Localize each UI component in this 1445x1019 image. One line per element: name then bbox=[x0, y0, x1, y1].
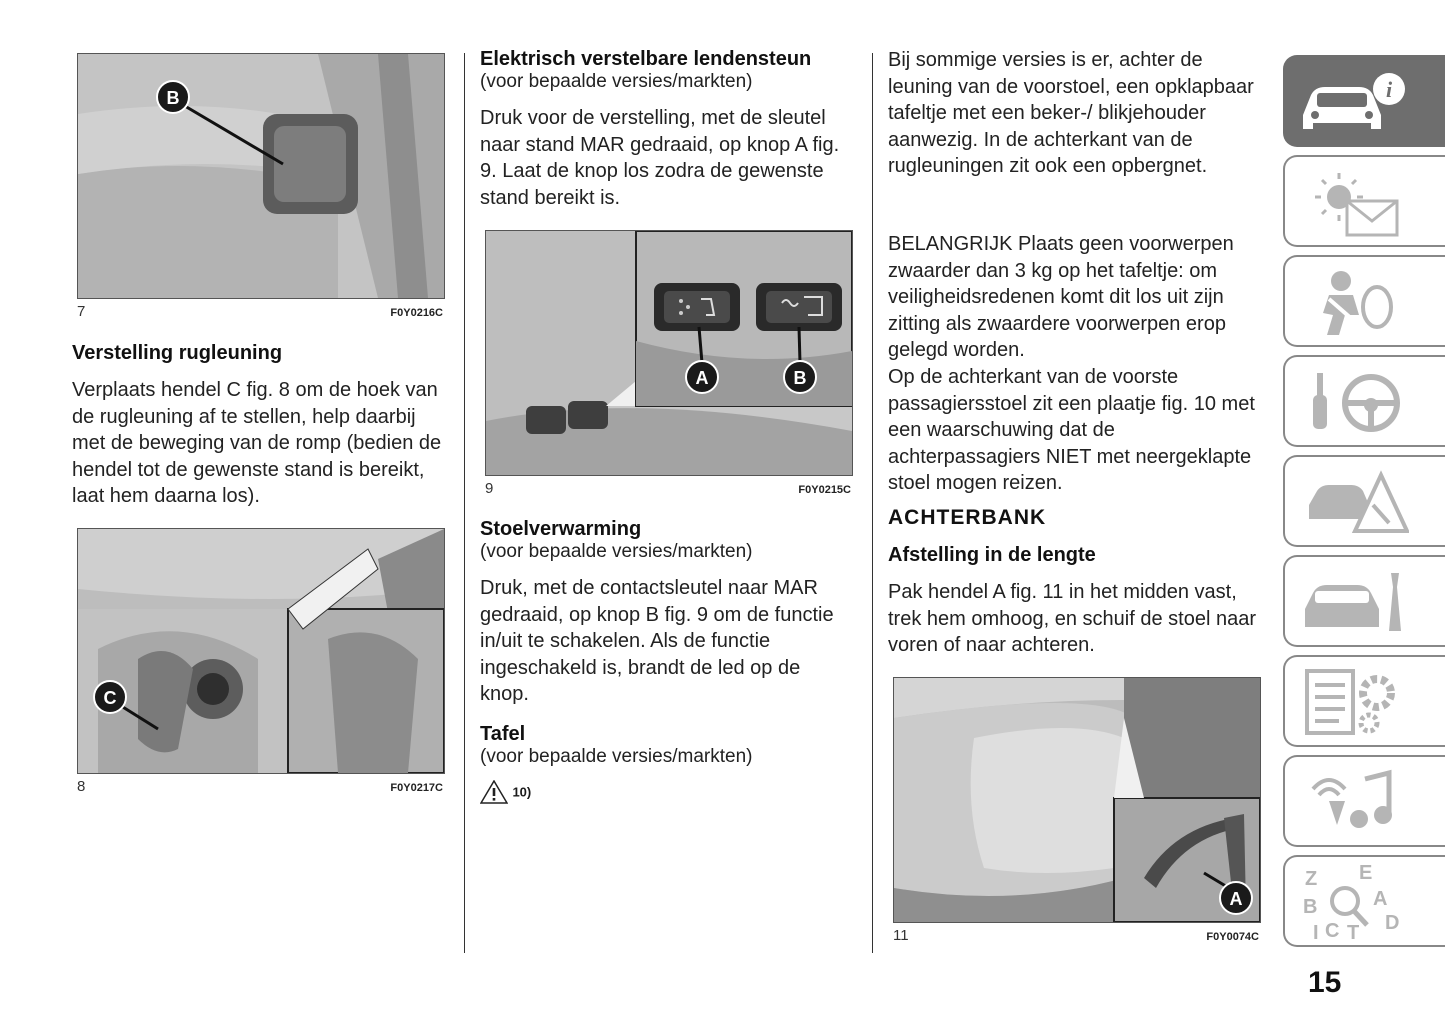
figure-9 bbox=[485, 230, 853, 476]
figure-11-code: F0Y0074C bbox=[1206, 931, 1259, 943]
figure-7-number: 7 bbox=[77, 303, 86, 320]
lumbar-paragraph: Druk voor de verstelling, met de sleutel naar stand MAR gedraaid, op knop A fig. 9. Laat de knop los zodra de gewenste stand bereikt is. bbox=[480, 107, 840, 209]
column-divider-1 bbox=[464, 53, 465, 953]
safety-airbag-icon bbox=[1299, 265, 1409, 339]
figure-11-number: 11 bbox=[893, 927, 909, 944]
index-letter: T bbox=[1347, 922, 1360, 939]
figure-9-number: 9 bbox=[485, 480, 494, 497]
lumbar-heading: Elektrisch verstelbare lendensteun bbox=[480, 48, 812, 70]
figure-7-code: F0Y0216C bbox=[390, 307, 443, 319]
warning-reference bbox=[480, 780, 531, 804]
tab-safety[interactable] bbox=[1283, 255, 1445, 347]
table-heading: Tafel bbox=[480, 723, 526, 745]
figure-8-number: 8 bbox=[77, 778, 86, 795]
col3-paragraph-2: BELANGRIJK Plaats geen voorwerpen zwaarder dan 3 kg op het tafeltje: om veiligheidsredenen komt dit los uit zijn zitting als zwaardere voorwerpen erop gelegd worden. bbox=[888, 233, 1234, 362]
index-letter: E bbox=[1359, 865, 1373, 884]
tab-multimedia[interactable] bbox=[1283, 755, 1445, 847]
lumbar-subtitle: (voor bepaalde versies/markten) bbox=[480, 71, 753, 92]
page-number: 15 bbox=[1308, 966, 1342, 999]
tab-technical-data[interactable] bbox=[1283, 655, 1445, 747]
heating-heading: Stoelverwarming bbox=[480, 518, 642, 540]
tab-dashboard-lights[interactable] bbox=[1283, 155, 1445, 247]
warning-triangle-icon bbox=[480, 780, 508, 804]
index-letter: Z bbox=[1305, 868, 1318, 890]
emergency-warning-icon bbox=[1299, 465, 1409, 539]
index-letter: B bbox=[1303, 896, 1318, 918]
warning-reference-number: 10) bbox=[512, 784, 532, 800]
tab-emergency[interactable] bbox=[1283, 455, 1445, 547]
heating-paragraph: Druk, met de contactsleutel naar MAR gedraaid, op knop B fig. 9 om de functie in/uit te schakelen. Als de functie ingeschakeld is, brandt de led op de knop. bbox=[480, 577, 834, 706]
column-divider-2 bbox=[872, 53, 873, 953]
callout-a: A bbox=[695, 368, 709, 388]
figure-7 bbox=[77, 53, 445, 299]
table-subtitle: (voor bepaalde versies/markten) bbox=[480, 746, 753, 767]
col1-heading: Verstelling rugleuning bbox=[72, 342, 283, 364]
multimedia-icon bbox=[1299, 765, 1409, 839]
svg-text:i: i bbox=[1385, 77, 1393, 102]
callout-b: B bbox=[166, 88, 180, 108]
tab-steering-key[interactable] bbox=[1283, 355, 1445, 447]
col3-paragraph-1: Bij sommige versies is er, achter de leuning van de voorstoel, een opklapbaar tafeltje met een beker-/ blikjehouder aanwezig. In de achterkant van de rugleuningen zit ook een opbergnet. bbox=[888, 49, 1254, 178]
dashboard-lights-icon bbox=[1299, 165, 1409, 239]
figure-8-code: F0Y0217C bbox=[390, 782, 443, 794]
tab-index[interactable] bbox=[1283, 855, 1445, 947]
steering-key-icon bbox=[1299, 365, 1409, 439]
callout-b: B bbox=[793, 368, 807, 388]
tab-maintenance[interactable] bbox=[1283, 555, 1445, 647]
car-maintenance-icon bbox=[1299, 565, 1409, 639]
col1-paragraph: Verplaats hendel C fig. 8 om de hoek van de rugleuning af te stellen, help daarbij met de beweging van de romp (bedien de hendel tot de gewenste stand is bereikt, laat hem daarna los). bbox=[72, 379, 442, 508]
length-adjust-heading: Afstelling in de lengte bbox=[888, 544, 1096, 566]
index-alphabet-icon bbox=[1299, 865, 1409, 939]
index-letter: A bbox=[1373, 888, 1388, 910]
callout-a: A bbox=[1229, 889, 1243, 909]
technical-data-icon bbox=[1299, 665, 1409, 739]
index-letter: I bbox=[1313, 922, 1319, 939]
figure-8 bbox=[77, 528, 445, 774]
index-letter: C bbox=[1325, 920, 1340, 939]
heating-subtitle: (voor bepaalde versies/markten) bbox=[480, 541, 753, 562]
index-letter: D bbox=[1385, 912, 1400, 934]
figure-9-code: F0Y0215C bbox=[798, 484, 851, 496]
figure-11 bbox=[893, 677, 1261, 923]
tab-car-info[interactable] bbox=[1283, 55, 1445, 147]
col3-paragraph-3: Op de achterkant van de voorste passagiersstoel zit een plaatje fig. 10 met een waarschuwing dat de achterpassagiers NIET met neergeklapte stoel mogen reizen. bbox=[888, 366, 1255, 495]
callout-c: C bbox=[103, 688, 117, 708]
section-heading-achterbank: ACHTERBANK bbox=[888, 506, 1047, 529]
col3-paragraph-4: Pak hendel A fig. 11 in het midden vast, trek hem omhoog, en schuif de stoel naar voren of naar achteren. bbox=[888, 581, 1256, 657]
car-info-icon bbox=[1299, 65, 1409, 139]
